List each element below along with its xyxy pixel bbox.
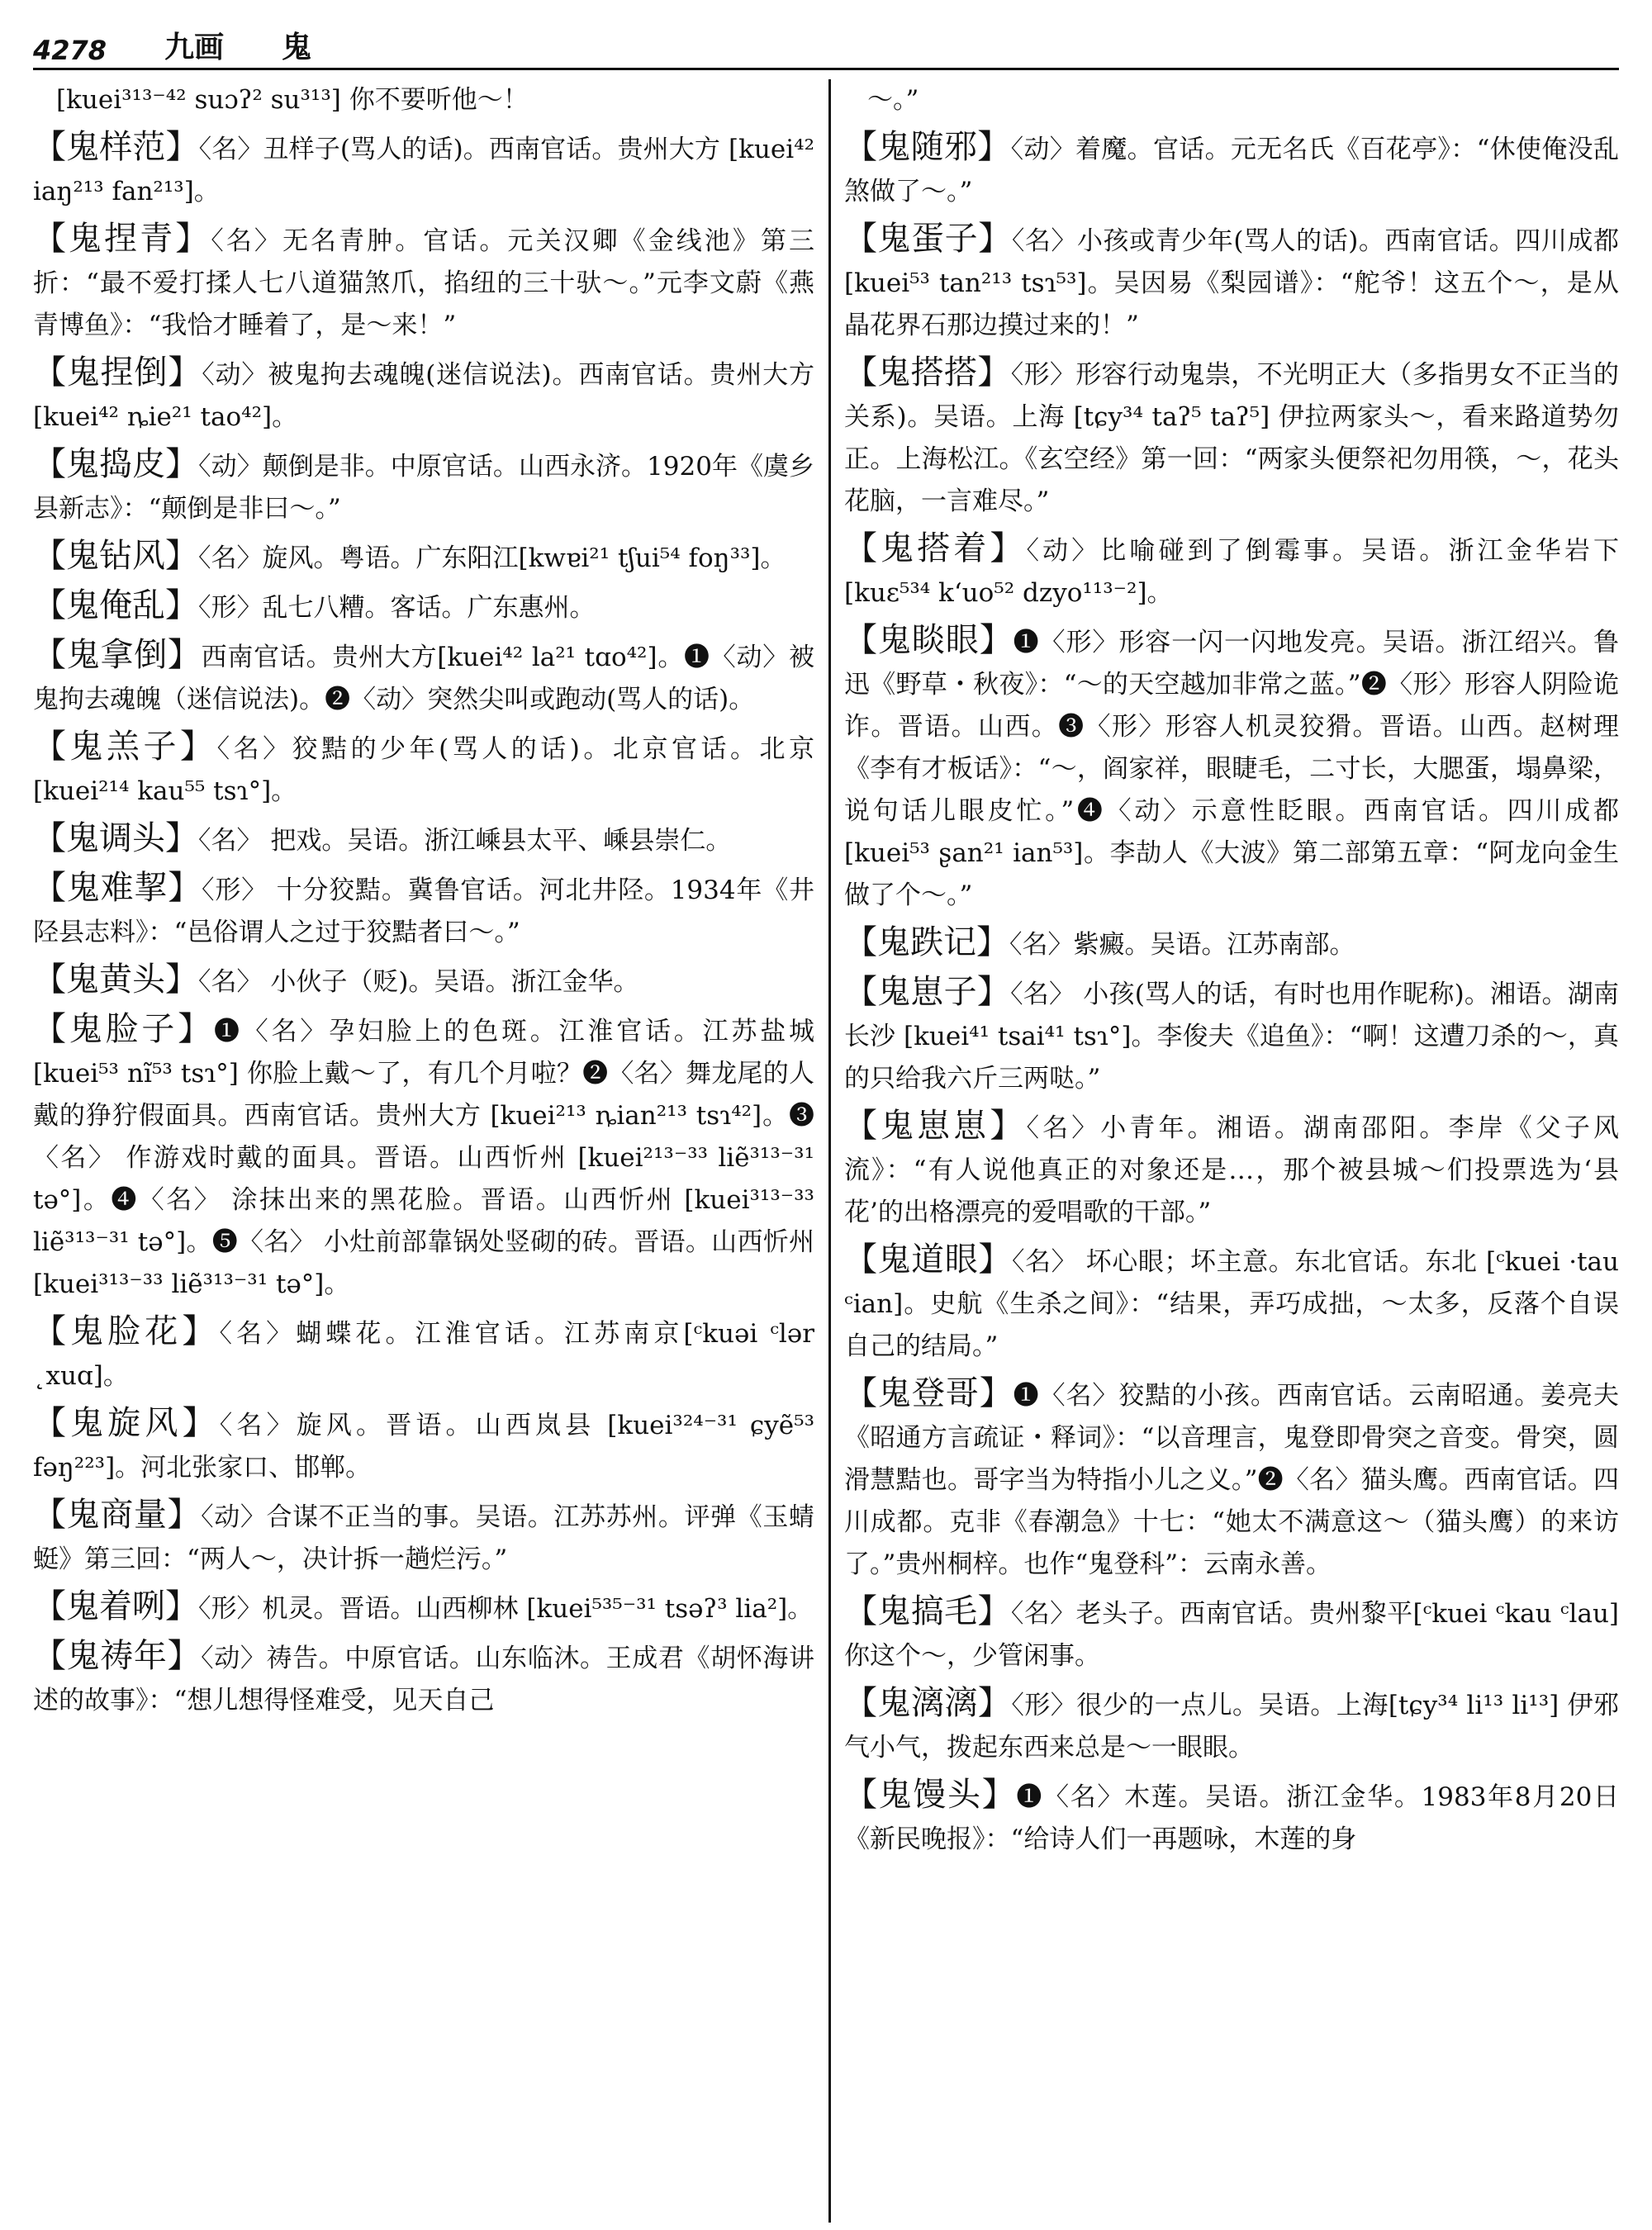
entry-definition: ❶〈名〉木莲。吴语。浙江金华。1983年8月20日《新民晚报》：“给诗人们一再题咏，木莲的身 <box>844 1782 1619 1854</box>
entry-headword: 【鬼祷年】 <box>33 1637 202 1675</box>
dictionary-entry <box>844 126 1619 213</box>
entry-headword: 【鬼脸子】 <box>33 1010 214 1048</box>
dictionary-entry <box>844 1105 1619 1234</box>
entry-definition: 〈名〉 把戏。吴语。浙江嵊县太平、嵊县崇仁。 <box>198 826 732 856</box>
entry-definition: 〈名〉 坏心眼；坏主意。东北官话。东北 [ᶜkuei ·tau ᶜian]。史航《生杀之间》：“结果，弄巧成拙，～太多，反落个自误自己的结局。” <box>844 1247 1619 1361</box>
entry-definition: 〈名〉 小伙子（贬)。吴语。浙江金华。 <box>198 967 639 997</box>
entry-definition: 〈名〉无名青肿。官话。元关汉卿《金线池》第三折：“最不爱打揉人七八道猫煞爪，掐纽的三十驮～。”元李文蔚《燕青博鱼》：“我恰才睡着了，是～来！” <box>33 226 814 340</box>
entry-definition: 〈名〉狡黠的少年(骂人的话)。北京官话。北京 [kuei²¹⁴ kau⁵⁵ tsɿ°]。 <box>33 734 814 806</box>
entry-headword: 【鬼旋风】 <box>33 1404 220 1442</box>
entry-definition: 〈名〉小孩或青少年(骂人的话)。西南官话。四川成都 [kuei⁵³ tan²¹³ tsɿ⁵³]。吴因易《梨园谱》：“舵爷！这五个～，是从晶花界石那边摸过来的！” <box>844 226 1619 340</box>
radical-label: 鬼 <box>282 30 312 64</box>
dictionary-entry <box>844 218 1619 347</box>
dictionary-entry <box>33 1586 814 1630</box>
entry-definition: ❶〈名〉狡黠的小孩。西南官话。云南昭通。姜亮夫《昭通方言疏证・释词》：“以音理言，鬼登即骨突之音变。骨突，圆滑慧黠也。哥字当为特指小儿之义。”❷〈名〉猫头鹰。西南官话。四川成都。克非《春潮急》十七：“她太不满意这～（猫头鹰）的来访了。”贵州桐梓。也作“鬼登科”：云南永善。 <box>844 1381 1619 1579</box>
entry-definition: 〈形〉很少的一点儿。吴语。上海[tɕy³⁴ li¹³ li¹³] 伊邪气小气，拨起东西来总是～一眼眼。 <box>844 1691 1619 1763</box>
right-column <box>844 79 1619 2223</box>
dictionary-entry <box>844 1774 1619 1861</box>
entry-definition: 〈形〉形容行动鬼祟，不光明正大（多指男女不正当的关系)。吴语。上海 [tɕy³⁴ taʔ⁵ taʔ⁵] 伊拉两家头～，看来路道势勿正。上海松江。《玄空经》第一回：“两家头便祭祀勿用筷，～，花头花脑，一言难尽。” <box>844 360 1619 516</box>
dictionary-entry <box>844 352 1619 523</box>
entry-definition: 〈名〉丑样子(骂人的话)。西南官话。贵州大方 [kuei⁴² iaŋ²¹³ fan²¹³]。 <box>33 135 814 206</box>
entry-definition: 〈动〉祷告。中原官话。山东临沐。王成君《胡怀海讲述的故事》：“想儿想得怪难受，见天自己 <box>33 1644 814 1715</box>
dictionary-entry <box>844 1239 1619 1368</box>
entry-headword: 【鬼馒头】 <box>844 1776 1017 1814</box>
entry-definition: 〈名〉旋风。晋语。山西岚县 [kuei³²⁴⁻³¹ ɕyẽ⁵³ fəŋ²²³]。河北张家口、邯郸。 <box>33 1411 814 1483</box>
entry-headword: 【鬼蛋子】 <box>844 220 1012 258</box>
dictionary-entry <box>844 619 1619 917</box>
dictionary-entry <box>844 922 1619 966</box>
entry-definition: 〈名〉紫癜。吴语。江苏南部。 <box>1009 930 1355 960</box>
dictionary-entry <box>844 528 1619 614</box>
entry-definition: 〈名〉蝴蝶花。江淮官话。江苏南京[ᶜkuəi ᶜlər ˛xuɑ]。 <box>33 1319 814 1391</box>
entry-headword: 【鬼登哥】 <box>844 1374 1014 1412</box>
entry-headword: 【鬼难挈】 <box>33 869 202 907</box>
continuation-text: [kuei³¹³⁻⁴² suɔʔ² su³¹³] 你不要听他～！ <box>56 85 529 115</box>
entry-headword: 【鬼俺乱】 <box>33 586 198 624</box>
entry-headword: 【鬼搭搭】 <box>844 353 1011 391</box>
dictionary-entry <box>33 535 814 580</box>
dictionary-entry <box>33 1635 814 1722</box>
entry-definition: 〈名〉老头子。西南官话。贵州黎平[ᶜkuei ᶜkau ᶜlau] 你这个～，少管闲事。 <box>844 1599 1619 1671</box>
entry-definition: ❶〈名〉孕妇脸上的色斑。江淮官话。江苏盐城 [kuei⁵³ nĩ⁵³ tsɿ°] 你脸上戴～了，有几个月啦？❷〈名〉舞龙尾的人戴的狰狞假面具。西南官话。贵州大方 [kuei²¹³ ȵian²¹³ tsɿ⁴²]。❸〈名〉 作游戏时戴的面具。晋语。山西忻州 [kuei²¹³⁻³³ liẽ³¹³⁻³¹ tə°]。❹〈名〉 涂抹出来的黑花脸。晋语。山西忻州 [kuei³¹³⁻³³ liẽ³¹³⁻³¹ tə°]。❺〈名〉 小灶前部靠锅处竖砌的砖。晋语。山西忻州[kuei³¹³⁻³³ liẽ³¹³⁻³¹ tə°]。 <box>33 1017 814 1299</box>
entry-definition: 〈形〉乱七八糟。客话。广东惠州。 <box>198 593 596 623</box>
page-number: 4278 <box>33 35 107 66</box>
section-label: 九画 <box>164 30 225 64</box>
entry-definition: 西南官话。贵州大方[kuei⁴² la²¹ tɑo⁴²]。❶〈动〉被鬼拘去魂魄（迷信说法)。❷〈动〉突然尖叫或跑动(骂人的话)。 <box>33 643 814 714</box>
entry-headword: 【鬼搭着】 <box>844 529 1027 567</box>
entry-definition: 〈形〉 十分狡黠。冀鲁官话。河北井陉。1934年《井陉县志料》：“邑俗谓人之过于狡黠者曰～。” <box>33 875 814 947</box>
entry-headword: 【鬼着咧】 <box>33 1587 198 1625</box>
entry-headword: 【鬼脸花】 <box>33 1312 220 1350</box>
dictionary-entry <box>844 971 1619 1100</box>
entry-headword: 【鬼商量】 <box>33 1496 202 1534</box>
entry-headword: 【鬼跌记】 <box>844 923 1009 961</box>
dictionary-entry <box>33 1402 814 1489</box>
page-header <box>33 20 1619 66</box>
dictionary-entry <box>33 585 814 629</box>
continuation-text: ～。” <box>867 85 919 115</box>
entry-headword: 【鬼捏青】 <box>33 220 211 258</box>
dictionary-entry <box>844 1591 1619 1677</box>
entry-headword: 【鬼捏倒】 <box>33 353 202 391</box>
dictionary-entry <box>33 218 814 347</box>
entry-headword: 【鬼样范】 <box>33 128 199 166</box>
entry-headword: 【鬼拿倒】 <box>33 636 202 674</box>
dictionary-entry <box>33 634 814 721</box>
entry-headword: 【鬼黄头】 <box>33 961 198 999</box>
dictionary-entry <box>33 352 814 439</box>
dictionary-entry <box>33 444 814 530</box>
entry-definition: ❶〈形〉形容一闪一闪地发亮。吴语。浙江绍兴。鲁迅《野草・秋夜》：“～的天空越加非常之蓝。”❷〈形〉形容人阴险诡诈。晋语。山西。❸〈形〉形容人机灵狡猾。晋语。山西。赵树理《李有才板话》：“～，阎家祥，眼睫毛，二寸长，大腮蛋，塌鼻梁，说句话儿眼皮忙。”❹〈动〉示意性眨眼。西南官话。四川成都 [kuei⁵³ ʂan²¹ ian⁵³]。李劼人《大波》第二部第五章：“阿龙向金生做了个～。” <box>844 628 1619 910</box>
header-rule <box>33 68 1619 70</box>
dictionary-entry <box>33 867 814 954</box>
dictionary-entry <box>33 959 814 1004</box>
entry-definition: 〈动〉比喻碰到了倒霉事。吴语。浙江金华岩下 [kuɛ⁵³⁴ k‘uo⁵² dzyo¹¹³⁻²]。 <box>844 536 1619 608</box>
dictionary-entry <box>33 1311 814 1397</box>
entry-headword: 【鬼钻风】 <box>33 537 198 575</box>
entry-definition: 〈动〉颠倒是非。中原官话。山西永济。1920年《虞乡县新志》：“颠倒是非曰～。” <box>33 452 814 524</box>
entry-headword: 【鬼道眼】 <box>844 1241 1012 1279</box>
dictionary-entry <box>33 1008 814 1306</box>
entry-headword: 【鬼羔子】 <box>33 728 217 766</box>
entry-definition: 〈动〉被鬼拘去魂魄(迷信说法)。西南官话。贵州大方 [kuei⁴² ȵie²¹ tao⁴²]。 <box>33 360 814 432</box>
dictionary-entry <box>33 726 814 813</box>
left-column <box>33 79 814 2223</box>
entry-headword: 【鬼随邪】 <box>844 128 1011 166</box>
dictionary-entry <box>33 818 814 862</box>
entry-headword: 【鬼崽崽】 <box>844 1107 1027 1145</box>
entry-headword: 【鬼搞毛】 <box>844 1592 1011 1630</box>
entry-definition: 〈名〉小青年。湘语。湖南邵阳。李岸《父子风流》：“有人说他真正的对象还是…，那个被县城～们投票选为‘县花’的出格漂亮的爱唱歌的干部。” <box>844 1113 1619 1227</box>
entry-definition: 〈名〉旋风。粤语。广东阳江[kwɐi²¹ tʃui⁵⁴ foŋ³³]。 <box>198 543 786 573</box>
entry-definition: 〈动〉合谋不正当的事。吴语。江苏苏州。评弹《玉蜻蜓》第三回：“两人～，决计拆一趟烂污。” <box>33 1502 814 1574</box>
entry-definition: 〈形〉机灵。晋语。山西柳林 [kuei⁵³⁵⁻³¹ tsəʔ³ lia²]。 <box>198 1594 814 1624</box>
entry-headword: 【鬼漓漓】 <box>844 1684 1012 1722</box>
entry-definition: 〈动〉着魔。官话。元无名氏《百花亭》：“休使俺没乱煞做了～。” <box>844 135 1619 206</box>
entry-headword: 【鬼捣皮】 <box>33 445 199 483</box>
dictionary-entry <box>844 1373 1619 1586</box>
dictionary-entry <box>33 1494 814 1581</box>
entry-definition: 〈名〉 小孩(骂人的话，有时也用作昵称)。湘语。湖南长沙 [kuei⁴¹ tsai⁴¹ tsɿ°]。李俊夫《追鱼》：“啊！这遭刀杀的～，真的只给我六斤三两哒。” <box>844 980 1619 1094</box>
dictionary-entry <box>33 126 814 213</box>
entry-headword: 【鬼睒眼】 <box>844 621 1014 659</box>
entry-headword: 【鬼崽子】 <box>844 973 1011 1011</box>
dictionary-entry <box>844 1682 1619 1769</box>
entry-headword: 【鬼调头】 <box>33 819 198 857</box>
column-divider <box>828 79 831 2223</box>
